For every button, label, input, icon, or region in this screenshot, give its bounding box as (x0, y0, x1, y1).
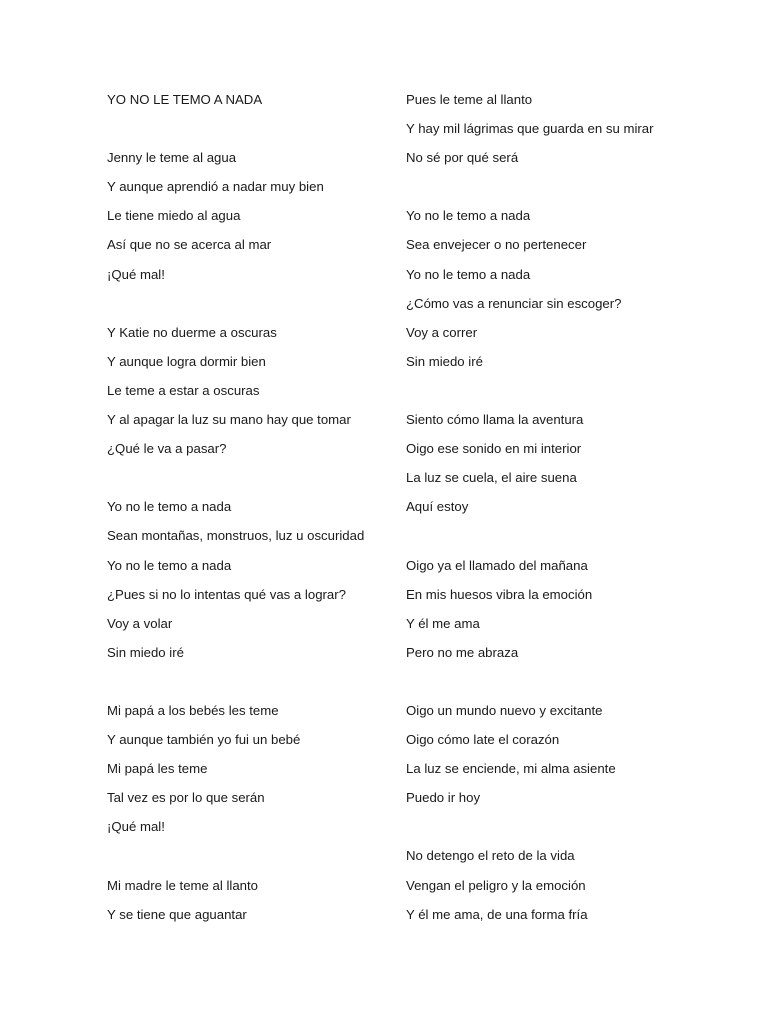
lyric-line: Tal vez es por lo que serán (107, 790, 265, 806)
stanza-gap (107, 670, 397, 699)
lyric-line: No detengo el reto de la vida (406, 848, 575, 864)
lyric-line: Le teme a estar a oscuras (107, 382, 260, 398)
lyric-line: Y hay mil lágrimas que guarda en su mirar (406, 121, 654, 137)
stanza-gap (107, 117, 397, 146)
stanza-gap (107, 292, 397, 321)
lyric-line: ¡Qué mal! (107, 819, 165, 835)
lyric-line: Y Katie no duerme a oscuras (107, 324, 277, 340)
lyric-line: Oigo un mundo nuevo y excitante (406, 702, 603, 718)
stanza-gap (406, 379, 706, 408)
lyric-line: Puedo ir hoy (406, 790, 481, 806)
lyric-line: En mis huesos vibra la emoción (406, 586, 593, 602)
stanza-gap (406, 815, 706, 844)
stanza-gap (406, 670, 706, 699)
lyric-line: ¿Cómo vas a renunciar sin escoger? (406, 295, 622, 311)
lyric-line: ¿Qué le va a pasar? (107, 441, 227, 457)
lyrics-column-left (107, 88, 397, 932)
lyric-line: Y al apagar la luz su mano hay que tomar (107, 412, 351, 428)
lyric-line: Jenny le teme al agua (107, 150, 237, 166)
lyric-line: Sin miedo iré (107, 644, 184, 660)
stanza-gap (406, 524, 706, 553)
lyric-line: Yo no le temo a nada (107, 499, 232, 515)
stanza-gap (107, 844, 397, 873)
lyric-line: Vengan el peligro y la emoción (406, 877, 586, 893)
lyrics-column-right (406, 88, 706, 932)
lyric-line: Y se tiene que aguantar (107, 906, 247, 922)
lyric-line: Pues le teme al llanto (406, 92, 533, 107)
lyric-line: Oigo ese sonido en mi interior (406, 441, 582, 457)
lyric-line: Oigo ya el llamado del mañana (406, 557, 588, 573)
lyric-line: Yo no le temo a nada (406, 266, 531, 282)
lyric-line: Pero no me abraza (406, 644, 519, 660)
lyric-line: Yo no le temo a nada (406, 208, 531, 224)
lyric-line: Y él me ama, de una forma fría (406, 906, 588, 922)
lyric-line: La luz se enciende, mi alma asiente (406, 761, 616, 777)
lyric-line: ¡Qué mal! (107, 266, 165, 282)
lyric-line: Siento cómo llama la aventura (406, 412, 584, 428)
lyric-line: Sin miedo iré (406, 353, 483, 369)
lyric-line: Mi papá a los bebés les teme (107, 702, 279, 718)
lyric-line: Yo no le temo a nada (107, 557, 232, 573)
lyric-line: ¿Pues si no lo intentas qué vas a lograr? (107, 586, 346, 602)
lyric-line: Oigo cómo late el corazón (406, 732, 560, 748)
lyric-line: Sean montañas, monstruos, luz u oscuridad (107, 528, 365, 544)
lyric-line: No sé por qué será (406, 150, 519, 166)
stanza-gap (406, 175, 706, 204)
lyric-line: Voy a volar (107, 615, 173, 631)
lyric-line: Y aunque también yo fui un bebé (107, 732, 301, 748)
lyric-line: Mi madre le teme al llanto (107, 877, 258, 893)
lyric-line: Voy a correr (406, 324, 478, 340)
lyric-line: Le tiene miedo al agua (107, 208, 241, 224)
lyric-line: Mi papá les teme (107, 761, 208, 777)
lyric-line: Aquí estoy (406, 499, 469, 515)
stanza-gap (107, 466, 397, 495)
lyric-line: Y él me ama (406, 615, 480, 631)
lyric-line: Y aunque aprendió a nadar muy bien (107, 179, 324, 195)
lyric-line: Así que no se acerca al mar (107, 237, 272, 253)
lyric-line: Sea envejecer o no pertenecer (406, 237, 587, 253)
lyric-line: Y aunque logra dormir bien (107, 353, 266, 369)
song-title: YO NO LE TEMO A NADA (107, 92, 263, 107)
lyric-line: La luz se cuela, el aire suena (406, 470, 577, 486)
